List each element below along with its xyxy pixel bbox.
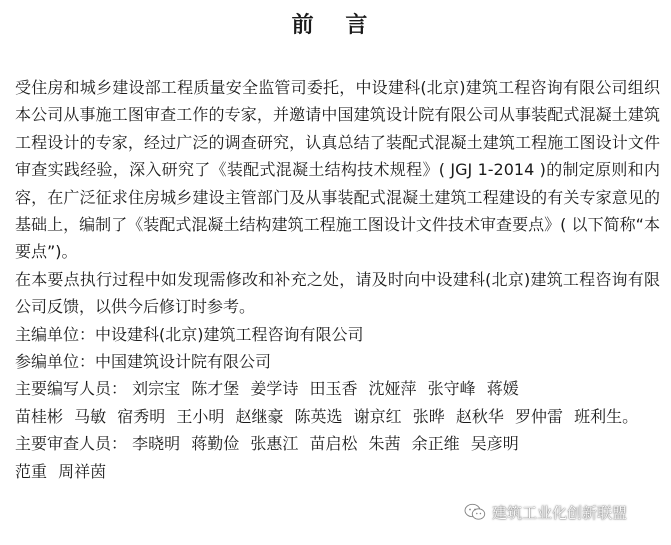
- watermark-text: 建筑工业化创新联盟: [491, 503, 627, 522]
- drafter-name: 罗仲雷: [514, 406, 563, 426]
- feedback-paragraph: 在本要点执行过程中如发现需修改和补充之处，请及时向中设建科(北京)建筑工程咨询有限公司反馈，以供今后修订时参考。: [15, 269, 660, 317]
- reviewers-line-1: [15, 430, 660, 457]
- document-title: 前 言: [291, 13, 380, 38]
- intro-paragraph: 受住房和城乡建设部工程质量安全监管司委托，中设建科(北京)建筑工程咨询有限公司组织本公司从事施工图审查工作的专家，并邀请中国建筑设计院有限公司从事装配式混凝土建筑工程设计的专家，经过广泛的调查研究，认真总结了装配式混凝土建筑工程施工图设计文件审查实践经验，深入研究了《装配式混凝土结构技术规程》( JGJ 1-2014 )的制定原则和内容，在广泛征求住房城乡建设主管部门及从事装配式混凝土建筑工程建设的有关专家意见的基础上，编制了《装配式混凝土结构建筑工程施工图设计文件技术审查要点》( 以下简称“本要点”)。: [15, 78, 660, 262]
- drafter-name: 苗桂彬: [15, 406, 64, 426]
- drafter-name: 王小明: [176, 406, 225, 426]
- reviewer-name: 李晓明: [132, 434, 181, 454]
- drafters-line-2: [15, 403, 660, 430]
- document-body: [15, 74, 660, 485]
- drafter-name: 蒋媛: [486, 379, 519, 399]
- drafter-name: 陈英选: [294, 406, 343, 426]
- reviewer-name: 苗启松: [309, 434, 358, 454]
- drafters-label: 主要编写人员：: [15, 379, 128, 399]
- drafter-name: 赵秋华: [455, 406, 504, 426]
- drafter-name: 赵继豪: [235, 406, 284, 426]
- participating-unit-value: 中国建筑设计院有限公司: [95, 352, 272, 372]
- drafter-name: 张守峰: [427, 379, 476, 399]
- reviewer-name: 余正维: [411, 434, 460, 454]
- drafter-name: 马敏: [74, 406, 107, 426]
- watermark: [464, 501, 627, 523]
- reviewer-name: 朱茜: [368, 434, 401, 454]
- drafter-name: 班利生。: [574, 406, 639, 426]
- reviewer-name: 蒋勤俭: [191, 434, 240, 454]
- drafter-name: 姜学诗: [250, 379, 299, 399]
- participating-unit-label: 参编单位：: [15, 352, 96, 372]
- drafter-name: 田玉香: [309, 379, 358, 399]
- reviewer-name: 周祥茵: [58, 461, 107, 481]
- reviewers-line-2: [15, 458, 660, 485]
- drafter-name: 刘宗宝: [132, 379, 181, 399]
- wechat-icon: [464, 503, 486, 521]
- chief-unit-line: [15, 321, 660, 348]
- participating-unit-line: [15, 348, 660, 375]
- drafter-name: 张晔: [412, 406, 445, 426]
- drafters-line-1: [15, 375, 660, 402]
- chief-unit-value: 中设建科(北京)建筑工程咨询有限公司: [95, 324, 364, 344]
- drafter-name: 沈娅萍: [368, 379, 417, 399]
- drafter-name: 陈才堡: [191, 379, 240, 399]
- reviewer-name: 范重: [15, 461, 48, 481]
- reviewer-name: 张惠江: [250, 434, 299, 454]
- reviewer-name: 吴彦明: [470, 434, 519, 454]
- drafter-name: 谢京红: [353, 406, 402, 426]
- drafter-name: 宿秀明: [117, 406, 166, 426]
- reviewers-label: 主要审查人员：: [15, 434, 128, 454]
- chief-unit-label: 主编单位：: [15, 324, 96, 344]
